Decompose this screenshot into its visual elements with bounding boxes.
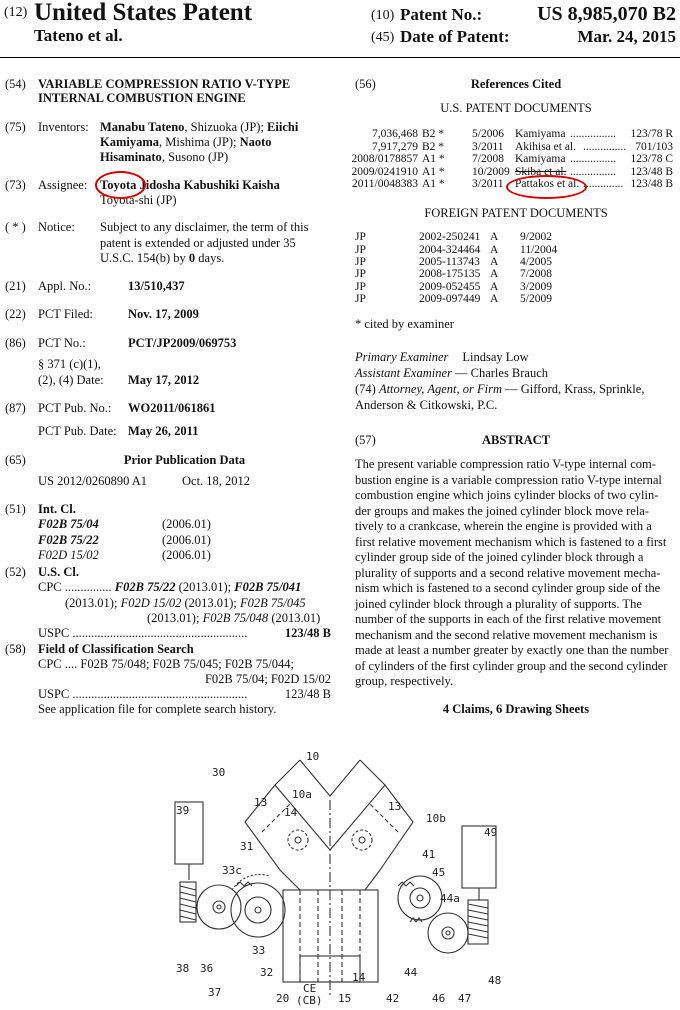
pct-number: PCT/JP2009/069753	[128, 336, 237, 350]
header-rule	[0, 57, 680, 58]
us-reference-row	[355, 141, 677, 154]
svg-text:30: 30	[212, 766, 226, 779]
foreign-ref-c: JP	[355, 268, 366, 280]
assignee-city: Toyota-shi (JP)	[100, 193, 177, 207]
references-heading: References Cited	[470, 77, 562, 91]
annotation-circle-pattakos	[506, 175, 587, 199]
int-cl-version: (2006.01)	[162, 533, 211, 547]
us-ref-cls: 123/48 B	[630, 178, 673, 190]
patent-no-label: Patent No.:	[400, 5, 483, 24]
foreign-ref-k: A	[490, 281, 499, 293]
title-line-1: VARIABLE COMPRESSION RATIO V-TYPE	[38, 77, 291, 91]
abstract-line: tively to a crankcase, wherein the engine is provided with a	[355, 519, 652, 533]
assistant-examiner: Assistant Examiner — Charles Brauch	[355, 366, 549, 380]
foreign-ref-no: 2005-113743	[419, 256, 480, 268]
uspc-label: USPC ........................................................	[38, 626, 248, 640]
cpc-line-1: CPC ............... F02B 75/22 (2013.01); F02B 75/041	[38, 580, 302, 594]
abstract-line: made at least a number greater by exactly one than the number	[355, 643, 669, 657]
int-cl-heading: Int. Cl.	[38, 502, 76, 516]
abstract-line: of cylinders of the first cylinder group and the second cylinder	[355, 658, 668, 673]
us-ref-kind: A1 *	[422, 166, 445, 178]
foreign-ref-k: A	[490, 256, 499, 268]
us-ref-kind: A1 *	[422, 178, 445, 190]
inid-12: (12)	[4, 5, 28, 20]
int-cl-code: F02B 75/22	[38, 533, 99, 547]
pct-pub-number: WO2011/061861	[128, 401, 216, 415]
svg-text:33: 33	[252, 944, 266, 957]
inventors-line-2: Kamiyama, Mishima (JP); Naoto	[100, 135, 272, 149]
prior-pub-date: Oct. 18, 2012	[182, 474, 251, 488]
foreign-ref-d: 9/2002	[520, 231, 552, 243]
pct-pub-label: PCT Pub. No.:	[38, 401, 112, 415]
svg-text:38: 38	[176, 962, 190, 975]
foreign-ref-no: 2009-097449	[419, 293, 481, 305]
inid-56: (56)	[355, 77, 376, 91]
foreign-reference-row	[355, 256, 575, 269]
us-ref-date: 10/2009	[472, 166, 510, 178]
us-ref-date: 7/2008	[472, 153, 504, 165]
int-cl-version: (2006.01)	[162, 517, 211, 531]
worm-38	[180, 882, 196, 922]
appl-label: Appl. No.:	[38, 279, 92, 293]
inid-54: (54)	[5, 77, 26, 91]
us-ref-name: Pattakos et al.	[515, 178, 580, 190]
svg-text:14: 14	[352, 971, 366, 984]
foreign-reference-row	[355, 231, 575, 244]
cpc-line-2: (2013.01); F02D 15/02 (2013.01); F02B 75/045	[65, 596, 306, 610]
cpc-line-3: (2013.01); F02B 75/048 (2013.01)	[147, 611, 321, 625]
section-371-date-label: (2), (4) Date:	[38, 373, 104, 387]
us-ref-no: 2011/0048383	[351, 178, 418, 190]
foreign-ref-c: JP	[355, 256, 366, 268]
svg-text:32: 32	[260, 966, 274, 979]
foreign-ref-k: A	[490, 231, 499, 243]
field-uspc-value: 123/48 B	[284, 687, 331, 701]
us-docs-heading: U.S. PATENT DOCUMENTS	[440, 101, 592, 115]
section-371-date: May 17, 2012	[128, 373, 200, 387]
inid-87: (87)	[5, 401, 26, 415]
us-ref-no: 7,036,468	[372, 128, 418, 140]
abstract-line: combustion engine which joins cylinder blocks of two cylin-	[355, 488, 659, 502]
svg-text:33c: 33c	[222, 864, 242, 877]
pct-filed-date: Nov. 17, 2009	[128, 307, 199, 321]
svg-text:10: 10	[306, 750, 320, 763]
svg-text:CE: CE	[303, 982, 317, 995]
svg-text:44: 44	[404, 966, 418, 979]
svg-text:44a: 44a	[440, 892, 460, 905]
cited-by-examiner: * cited by examiner	[355, 317, 454, 331]
inventors-label: Inventors:	[38, 120, 89, 134]
inid-52: (52)	[5, 565, 26, 579]
foreign-reference-row	[355, 244, 575, 257]
foreign-ref-d: 5/2009	[520, 293, 552, 305]
notice-label: Notice:	[38, 220, 75, 234]
foreign-ref-k: A	[490, 268, 499, 280]
patent-drawing-figure	[0, 740, 680, 1010]
us-ref-dots: ..............	[583, 178, 624, 190]
primary-examiner: Primary Examiner Lindsay Low	[355, 350, 529, 364]
foreign-reference-row	[355, 268, 575, 281]
foreign-ref-no: 2002-250241	[419, 231, 481, 243]
worm-48	[468, 900, 488, 944]
abstract-line: number of the supports in each of the first relative movement	[355, 612, 662, 626]
us-ref-name: Akihisa et al.	[515, 141, 576, 153]
abstract-line: bustion engine is a variable compression ratio V-type internal	[355, 472, 662, 487]
inid-45: (45)	[371, 30, 395, 45]
notice-line-2: patent is extended or adjusted under 35	[100, 236, 296, 250]
us-ref-dots: ................	[570, 128, 616, 140]
svg-text:10b: 10b	[426, 812, 446, 825]
us-ref-date: 3/2011	[472, 178, 504, 190]
us-reference-row	[351, 166, 677, 179]
svg-text:(CB): (CB)	[296, 994, 323, 1007]
pct-pub-date-label: PCT Pub. Date:	[38, 424, 117, 438]
abstract-line: group, respectively.	[355, 674, 454, 688]
foreign-ref-k: A	[490, 293, 499, 305]
us-ref-no: 2009/0241910	[351, 166, 418, 178]
svg-text:37: 37	[208, 986, 222, 999]
int-cl-code: F02B 75/04	[38, 517, 99, 531]
date-label: Date of Patent:	[400, 27, 510, 46]
svg-text:10a: 10a	[292, 788, 312, 801]
inid-86: (86)	[5, 336, 26, 350]
patent-number: US 8,985,070 B2	[537, 3, 676, 25]
svg-text:14: 14	[284, 806, 298, 819]
field-uspc-label: USPC ........................................................	[38, 687, 248, 701]
cam-44	[398, 876, 442, 920]
inid-22: (22)	[5, 307, 26, 321]
foreign-ref-d: 11/2004	[520, 244, 558, 256]
us-reference-row	[355, 128, 677, 141]
svg-text:31: 31	[240, 840, 254, 853]
inid-51: (51)	[5, 502, 26, 516]
svg-text:46: 46	[432, 992, 446, 1005]
us-ref-name: Skiba et al.	[515, 166, 567, 178]
inid-58: (58)	[5, 642, 26, 656]
svg-text:36: 36	[200, 962, 214, 975]
svg-text:45: 45	[432, 866, 446, 879]
section-371: § 371 (c)(1),	[38, 357, 101, 371]
us-ref-kind: A1 *	[422, 153, 445, 165]
annotation-circle-toyota	[95, 171, 146, 199]
us-ref-name: Kamiyama	[515, 128, 566, 140]
us-ref-no: 2008/0178857	[351, 153, 418, 165]
foreign-ref-no: 2004-324464	[419, 244, 481, 256]
us-ref-dots: ...............	[583, 141, 627, 153]
inid-73: (73)	[5, 178, 26, 192]
us-ref-cls: 123/78 C	[630, 153, 673, 165]
notice-line-3: U.S.C. 154(b) by 0 days.	[100, 251, 225, 265]
foreign-ref-no: 2008-175135	[419, 268, 481, 280]
cam-33	[231, 883, 285, 937]
inventors-line-3: Hisaminato, Susono (JP)	[100, 150, 229, 164]
us-ref-name: Kamiyama	[515, 153, 566, 165]
search-history-note: See application file for complete search history.	[38, 702, 277, 716]
foreign-ref-no: 2009-052455	[419, 281, 481, 293]
us-cl-heading: U.S. Cl.	[38, 565, 79, 579]
foreign-ref-d: 7/2008	[520, 268, 552, 280]
pct-pub-date: May 26, 2011	[128, 424, 199, 438]
field-search-heading: Field of Classification Search	[38, 642, 194, 656]
abstract-line: nism which is fastened to a second cylinder group side of the	[355, 581, 661, 595]
pct-filed-label: PCT Filed:	[38, 307, 93, 321]
inid-21: (21)	[5, 279, 26, 293]
inid-57: (57)	[355, 433, 376, 447]
title-line-2: INTERNAL COMBUSTION ENGINE	[38, 91, 246, 105]
foreign-ref-k: A	[490, 244, 499, 256]
svg-text:20: 20	[276, 992, 290, 1005]
foreign-ref-d: 3/2009	[520, 281, 552, 293]
svg-text:13: 13	[388, 800, 402, 813]
attorney-line-1: (74) Attorney, Agent, or Firm — Gifford, Krass, Sprinkle,	[355, 382, 645, 396]
us-ref-cls: 701/103	[635, 141, 673, 153]
patent-date: Mar. 24, 2015	[577, 27, 676, 46]
us-ref-no: 7,917,279	[372, 141, 418, 153]
gear-46	[428, 913, 468, 953]
abstract-line: The present variable compression ratio V-type internal com-	[355, 457, 656, 471]
svg-text:42: 42	[386, 992, 400, 1005]
inventors-line-1: Manabu Tateno, Shizuoka (JP); Eiichi	[100, 120, 299, 134]
inid-notice: ( * )	[5, 220, 26, 234]
prior-pub-heading: Prior Publication Data	[123, 453, 246, 467]
document-type: United States Patent	[34, 0, 253, 26]
us-ref-kind: B2 *	[422, 128, 445, 140]
int-cl-version: (2006.01)	[162, 548, 211, 562]
pct-no-label: PCT No.:	[38, 336, 86, 350]
us-ref-cls: 123/78 R	[630, 128, 673, 140]
us-ref-dots: ................	[570, 166, 616, 178]
foreign-reference-row	[355, 281, 575, 294]
foreign-reference-row	[355, 293, 575, 306]
foreign-ref-c: JP	[355, 293, 366, 305]
abstract-line: der groups and makes the joined cylinder block move rela-	[355, 503, 650, 518]
inid-10: (10)	[371, 8, 395, 23]
foreign-ref-c: JP	[355, 244, 366, 256]
abstract-line: joined cylinder block through a plurality of supports. The	[355, 596, 642, 611]
attorney-line-2: Anderson & Citkowski, P.C.	[355, 398, 498, 412]
us-ref-dots: ................	[570, 153, 616, 165]
foreign-ref-d: 4/2005	[520, 256, 552, 268]
us-reference-row	[351, 153, 677, 166]
abstract-line: mechanism and the second relative movement mechanism is	[355, 627, 658, 642]
us-ref-cls: 123/48 B	[630, 166, 673, 178]
svg-text:48: 48	[488, 974, 502, 987]
field-cpc-line-2: F02B 75/04; F02D 15/02	[204, 672, 331, 686]
foreign-ref-c: JP	[355, 231, 366, 243]
assignee-name: Toyota Jidosha Kabushiki Kaisha	[100, 178, 280, 192]
svg-text:49: 49	[484, 826, 498, 839]
abstract-line: cylinder group side of the joined cylinder block through a	[355, 550, 644, 564]
abstract-heading: ABSTRACT	[481, 433, 551, 447]
prior-pub-doc: US 2012/0260890 A1	[38, 474, 148, 488]
svg-text:39: 39	[176, 804, 190, 817]
svg-text:13: 13	[254, 796, 268, 809]
appl-number: 13/510,437	[128, 279, 185, 293]
inid-75: (75)	[5, 120, 26, 134]
notice-line-1: Subject to any disclaimer, the term of this	[100, 220, 309, 234]
us-ref-kind: B2 *	[422, 141, 445, 153]
svg-text:41: 41	[422, 848, 436, 861]
svg-text:47: 47	[458, 992, 472, 1005]
inid-65: (65)	[5, 453, 26, 467]
assignee-label: Assignee:	[38, 178, 88, 192]
int-cl-code: F02D 15/02	[38, 548, 99, 562]
uspc-value: 123/48 B	[284, 626, 331, 640]
claims-sheets: 4 Claims, 6 Drawing Sheets	[442, 702, 590, 716]
abstract-line: plurality of supports and a second relative movement mecha-	[355, 565, 661, 580]
foreign-docs-heading: FOREIGN PATENT DOCUMENTS	[424, 206, 608, 220]
abstract-line: first relative movement mechanism which is fastened to a first	[355, 534, 667, 549]
us-ref-date: 5/2006	[472, 128, 504, 140]
foreign-ref-c: JP	[355, 281, 366, 293]
field-cpc-line-1: CPC .... F02B 75/048; F02B 75/045; F02B 75/044;	[38, 657, 294, 671]
svg-text:15: 15	[338, 992, 352, 1005]
us-ref-date: 3/2011	[472, 141, 504, 153]
authors: Tateno et al.	[34, 26, 123, 45]
